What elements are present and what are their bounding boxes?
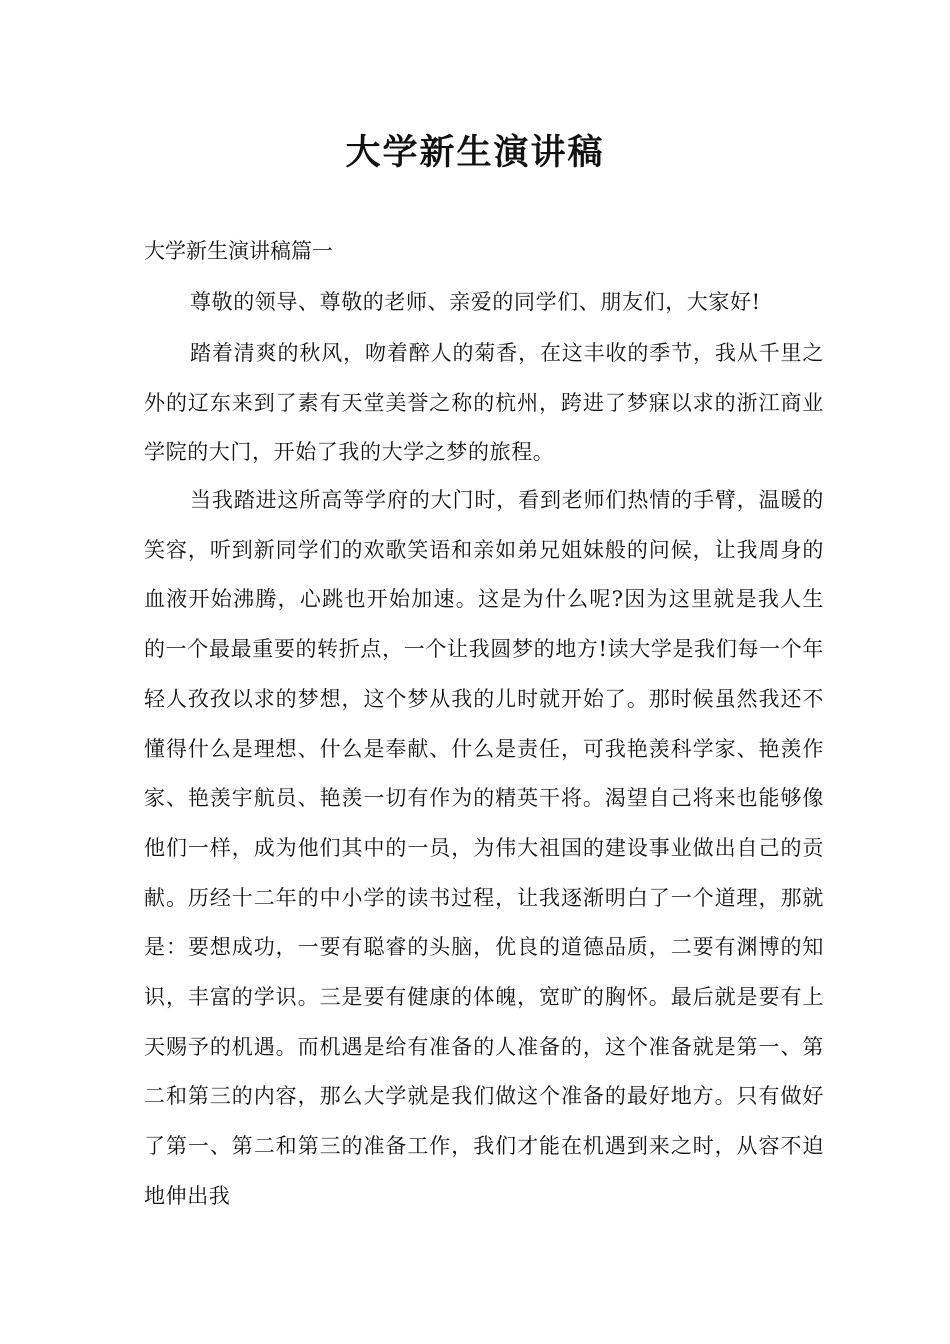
paragraph-arrival: 踏着清爽的秋风，吻着醉人的菊香，在这丰收的季节，我从千里之外的辽东来到了素有天堂美誉之称的杭州，跨进了梦寐以求的浙江商业学院的大门，开始了我的大学之梦的旅程。	[144, 341, 824, 465]
paragraph-greeting: 尊敬的领导、尊敬的老师、亲爱的同学们、朋友们，大家好!	[190, 290, 761, 314]
paragraph-campus-dream: 当我踏进这所高等学府的大门时，看到老师们热情的手臂，温暖的笑容，听到新同学们的欢歌笑语和亲如弟兄姐妹般的问候，让我周身的血液开始沸腾，心跳也开始加速。这是为什么呢?因为这里就是我人生的一个最最重要的转折点，一个让我圆梦的地方!读大学是我们每一个年轻人孜孜以求的梦想，这个梦从我的儿时就开始了。那时候虽然我还不懂得什么是理想、什么是奉献、什么是责任，可我艳羡科学家、艳羡作家、艳羡宇航员、艳羡一切有作为的精英干将。渴望自己将来也能够像他们一样，成为他们其中的一员，为伟大祖国的建设事业做出自己的贡献。历经十二年的中小学的读书过程，让我逐渐明白了一个道理，那就是：要想成功，一要有聪睿的头脑，优良的道德品质，二要有渊博的知识，丰富的学识。三是要有健康的体魄，宽旷的胸怀。最后就是要有上天赐予的机遇。而机遇是给有准备的人准备的，这个准备就是第一、第二和第三的内容，那么大学就是我们做这个准备的最好地方。只有做好了第一、第二和第三的准备工作，我们才能在机遇到来之时，从容不迫地伸出我	[144, 488, 824, 1208]
document-title: 大学新生演讲稿	[345, 133, 605, 173]
section-heading: 大学新生演讲稿篇一	[144, 239, 333, 263]
